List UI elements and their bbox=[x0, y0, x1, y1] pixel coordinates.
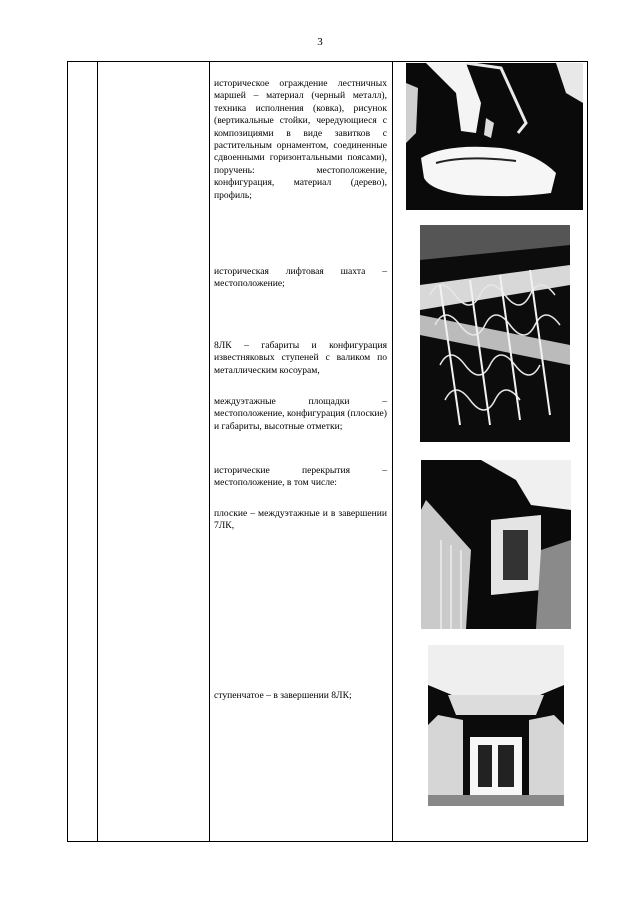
text-landings bbox=[214, 396, 387, 433]
table-column-divider bbox=[97, 62, 98, 841]
page-number: 3 bbox=[317, 36, 323, 48]
photo-stair-landing-icon bbox=[421, 460, 571, 629]
text-flat-ceilings bbox=[214, 508, 387, 533]
text-ceilings-paragraph: исторические перекрытия – местоположение, в том числе: bbox=[214, 465, 387, 489]
text-lift-shaft-paragraph: историческая лифтовая шахта – местоположение; bbox=[214, 266, 387, 290]
text-lift-shaft bbox=[214, 266, 387, 291]
photo-stepped-ceiling-icon bbox=[428, 645, 564, 806]
text-8lk-steps bbox=[214, 340, 387, 377]
text-landings-paragraph: междуэтажные площадки – местоположение, конфигурация (плоские) и габариты, высотные отметки; bbox=[214, 396, 387, 432]
text-8lk-paragraph: 8ЛК – габариты и конфигурация известняковых ступеней с валиком по металлическим косоурам, bbox=[214, 340, 387, 376]
text-railing bbox=[214, 78, 387, 202]
text-railing-paragraph: историческое ограждение лестничных маршей – материал (черный металл), техника исполнения (ковка), рисунок (вертикальные стойки, чередующиеся с композициями в виде завитков с растительным орнаментом, соединенные сдвоенными горизонтальными поясами), поручень: местоположение, конфигурация, материал (дерево), профиль; bbox=[214, 78, 387, 201]
text-flat-ceilings-paragraph: плоские – междуэтажные и в завершении 7ЛК, bbox=[214, 508, 387, 532]
table-column-divider bbox=[209, 62, 210, 841]
text-ceilings bbox=[214, 465, 387, 490]
table-column-divider bbox=[392, 62, 393, 841]
photo-lift-shaft-icon bbox=[420, 225, 570, 442]
text-stepped-ceiling-paragraph: ступенчатое – в завершении 8ЛК; bbox=[214, 690, 352, 701]
text-stepped-ceiling bbox=[214, 690, 387, 702]
photo-stair-railing-icon bbox=[406, 63, 583, 210]
